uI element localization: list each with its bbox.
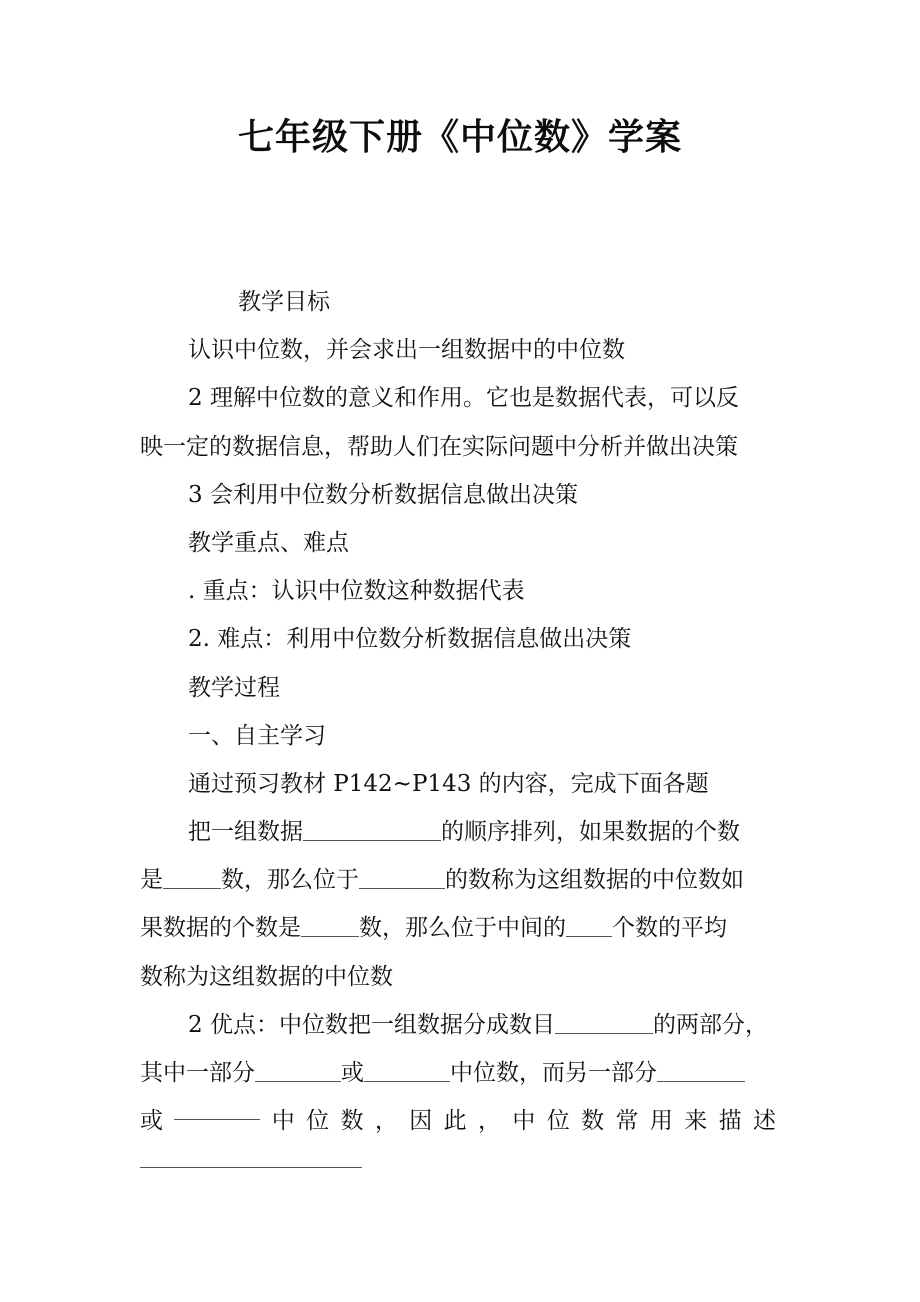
exercise-text: 果数据的个数是 xyxy=(140,915,301,942)
exercise-char: 中 xyxy=(512,1108,536,1135)
exercise-2-line-1 xyxy=(140,1001,782,1049)
objective-2-line-2: 映一定的数据信息，帮助人们在实际问题中分析并做出决策 xyxy=(140,433,738,460)
preview-instruction: 通过预习教材 P142~P143 的内容，完成下面各题 xyxy=(188,770,709,797)
exercise-1-line-2 xyxy=(140,856,782,904)
exercise-2-line-2 xyxy=(140,1049,782,1097)
objective-2-line-1: 2 理解中位数的意义和作用。它也是数据代表，可以反 xyxy=(188,385,739,412)
document-title: 七年级下册《中位数》学案 xyxy=(237,117,682,158)
key-points-heading: 教学重点、难点 xyxy=(188,529,349,556)
exercise-1-line-3 xyxy=(140,904,782,952)
objective-3: 3 会利用中位数分析数据信息做出决策 xyxy=(188,481,578,508)
fill-blank-part1-b[interactable] xyxy=(364,1059,450,1082)
exercise-text: 中位数，而另一部分 xyxy=(450,1060,657,1086)
exercise-2-line-3 xyxy=(140,1097,776,1145)
objectives-heading: 教学目标 xyxy=(238,289,330,315)
exercise-char: 描 xyxy=(718,1108,742,1135)
exercise-text: 是 xyxy=(140,867,163,894)
exercise-char: 或 xyxy=(140,1108,163,1135)
exercise-char: 中 xyxy=(271,1108,295,1135)
exercise-text: 个数的平均 xyxy=(612,915,727,942)
exercise-char: 数 xyxy=(581,1108,605,1135)
objective-1: 认识中位数，并会求出一组数据中的中位数 xyxy=(188,337,625,364)
fill-blank-odd-even-2[interactable] xyxy=(301,914,359,937)
process-heading: 教学过程 xyxy=(188,674,280,701)
exercise-char: 位 xyxy=(546,1108,570,1135)
exercise-text: 数，那么位于中间的 xyxy=(359,915,566,942)
exercise-text: 的顺序排列，如果数据的个数 xyxy=(441,819,740,846)
exercise-char: 用 xyxy=(649,1108,673,1135)
fill-blank-part2-b[interactable] xyxy=(174,1097,260,1120)
fill-blank-count[interactable] xyxy=(566,914,612,937)
exercise-char: ， xyxy=(374,1108,398,1135)
exercise-text: 把一组数据 xyxy=(188,819,303,846)
fill-blank-equal[interactable] xyxy=(555,1011,653,1034)
fill-blank-odd-even-1[interactable] xyxy=(163,866,221,889)
fill-blank-part1-a[interactable] xyxy=(255,1059,341,1082)
document-body xyxy=(140,278,782,1168)
exercise-char: 数 xyxy=(340,1108,364,1135)
exercise-char: 因 xyxy=(409,1108,433,1135)
exercise-1-line-1 xyxy=(140,808,782,856)
exercise-1-line-4: 数称为这组数据的中位数 xyxy=(140,963,393,990)
key-point-2: 2. 难点：利用中位数分析数据信息做出决策 xyxy=(188,626,632,653)
fill-blank-describe[interactable] xyxy=(140,1167,362,1168)
exercise-text: 数，那么位于 xyxy=(221,867,359,894)
exercise-char: 位 xyxy=(306,1108,330,1135)
exercise-text: 其中一部分 xyxy=(140,1060,255,1086)
exercise-char: 来 xyxy=(684,1108,708,1135)
exercise-text: 的两部分， xyxy=(652,1011,768,1038)
exercise-text: 2 优点：中位数把一组数据分成数目 xyxy=(188,1011,555,1038)
exercise-char: 述 xyxy=(753,1108,776,1135)
exercise-char: ， xyxy=(478,1108,501,1135)
self-study-heading: 一、自主学习 xyxy=(188,722,326,749)
fill-blank-position[interactable] xyxy=(359,866,445,889)
exercise-text: 的数称为这组数据的中位数如 xyxy=(445,867,744,894)
exercise-char: 此 xyxy=(443,1108,467,1135)
key-point-1: . 重点：认识中位数这种数据代表 xyxy=(188,578,525,605)
exercise-text: 或 xyxy=(341,1060,364,1086)
fill-blank-order[interactable] xyxy=(303,818,441,841)
exercise-char: 常 xyxy=(615,1108,639,1135)
fill-blank-part2-a[interactable] xyxy=(657,1059,745,1082)
